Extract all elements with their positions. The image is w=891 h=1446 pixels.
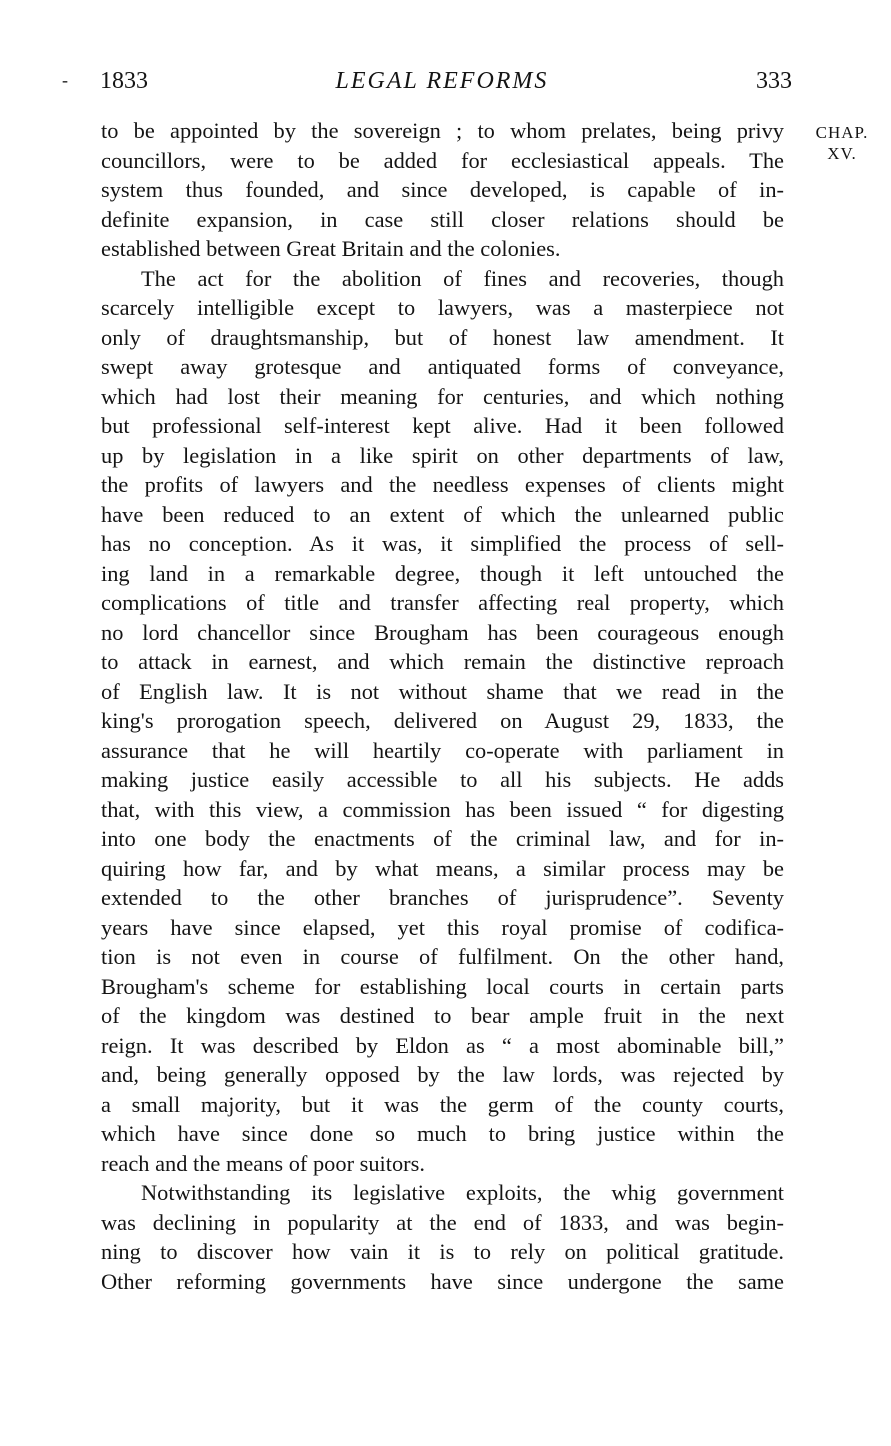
text-line: scarcely intelligible except to lawyers, was a masterpiece not [101, 295, 784, 320]
text-line: years have since elapsed, yet this royal promise of codifica- [101, 914, 784, 940]
text-line: quiring how far, and by what means, a similar process may be [101, 855, 784, 881]
page-number: 333 [756, 68, 792, 94]
text-line: king's prorogation speech, delivered on August 29, 1833, the [101, 708, 784, 733]
text-line: which had lost their meaning for centuries, and which nothing [101, 383, 784, 409]
text-line: swept away grotesque and antiquated forms of conveyance, [101, 354, 784, 379]
text-line: councillors, were to be added for ecclesiastical appeals. The [101, 147, 784, 173]
text-line: to be appointed by the sovereign ; to whom prelates, being privy [101, 118, 784, 143]
text-line: Notwithstanding its legislative exploits, the whig government [141, 1180, 784, 1205]
text-line: ing land in a remarkable degree, though it left untouched the [101, 560, 784, 586]
text-line: tion is not even in course of fulfilment. On the other hand, [101, 944, 784, 969]
running-title: LEGAL REFORMS [335, 68, 549, 94]
text-line: into one body the enactments of the criminal law, and for in- [101, 826, 784, 851]
chapter-label: CHAP. [815, 123, 869, 142]
text-line: but professional self-interest kept alive. Had it been followed [101, 413, 784, 438]
text-line: system thus founded, and since developed, is capable of in- [101, 177, 784, 202]
chapter-margin-note [800, 122, 884, 164]
text-line: up by legislation in a like spirit on other departments of law, [101, 442, 784, 468]
header-year: 1833 [100, 68, 148, 94]
text-line: making justice easily accessible to all his subjects. He adds [101, 767, 784, 792]
margin-dash: - [62, 70, 68, 90]
body-text [101, 116, 784, 1296]
text-line: that, with this view, a commission has been issued “ for digesting [101, 796, 784, 822]
chapter-number: XV. [827, 144, 857, 163]
paragraph [101, 1178, 784, 1296]
text-line: extended to the other branches of jurisprudence”. Seventy [101, 885, 784, 910]
text-line: complications of title and transfer affecting real property, which [101, 590, 784, 615]
text-line: to attack in earnest, and which remain the distinctive reproach [101, 649, 784, 674]
text-line: established between Great Britain and the colonies. [101, 236, 561, 261]
text-line: of the kingdom was destined to bear ample fruit in the next [101, 1003, 784, 1028]
text-line: Other reforming governments have since undergone the same [101, 1268, 784, 1294]
text-line: definite expansion, in case still closer relations should be [101, 206, 784, 232]
text-line: have been reduced to an extent of which the unlearned public [101, 501, 784, 527]
text-line: of English law. It is not without shame that we read in the [101, 678, 784, 704]
text-line: reach and the means of poor suitors. [101, 1150, 425, 1176]
text-line: which have since done so much to bring justice within the [101, 1121, 784, 1146]
text-line: Brougham's scheme for establishing local courts in certain parts [101, 973, 784, 999]
text-line: reign. It was described by Eldon as “ a most abominable bill,” [101, 1032, 784, 1058]
paragraph [101, 264, 784, 1179]
text-line: assurance that he will heartily co-operate with parliament in [101, 737, 784, 763]
text-line: and, being generally opposed by the law lords, was rejected by [101, 1062, 784, 1087]
text-line: has no conception. As it was, it simplified the process of sell- [101, 531, 784, 556]
text-line: no lord chancellor since Brougham has been courageous enough [101, 619, 784, 645]
text-line: only of draughtsmanship, but of honest law amendment. It [101, 324, 784, 350]
paragraph [101, 116, 784, 264]
text-line: was declining in popularity at the end of 1833, and was begin- [101, 1209, 784, 1235]
running-header [62, 68, 792, 104]
text-line: the profits of lawyers and the needless expenses of clients might [101, 472, 784, 497]
text-line: The act for the abolition of fines and recoveries, though [141, 265, 784, 291]
text-line: a small majority, but it was the germ of the county courts, [101, 1091, 784, 1117]
text-line: ning to discover how vain it is to rely on political gratitude. [101, 1239, 784, 1264]
